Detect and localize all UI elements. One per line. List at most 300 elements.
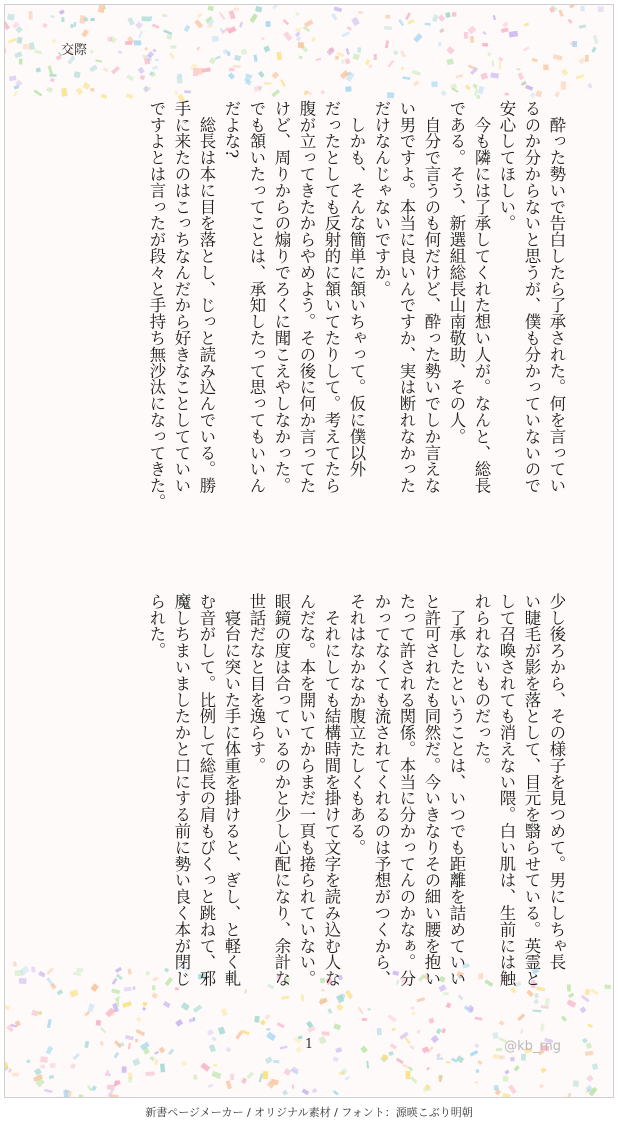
text-line: けど、周りからの煽りでろくに聞こえやしなかった。 [272, 100, 291, 494]
text-line: だったとしても反射的に頷いてたりして。考えてたら [322, 100, 341, 494]
confetti-piece [70, 1063, 76, 1069]
confetti-piece [215, 55, 221, 59]
confetti-piece [468, 65, 476, 70]
confetti-piece [74, 71, 81, 78]
text-line: それにしても結構時間を掛けて文字を読み込む人な [322, 593, 341, 987]
text-line: 安心してほしい。 [497, 100, 516, 232]
confetti-piece [553, 54, 563, 60]
confetti-piece [341, 31, 350, 37]
confetti-piece [208, 5, 214, 11]
text-line: ですよとは言ったが段々と手持ち無沙汰になってきた。 [147, 100, 166, 510]
confetti-piece [193, 68, 199, 76]
confetti-piece [576, 74, 585, 79]
confetti-piece [492, 60, 495, 66]
confetti-piece [590, 988, 598, 995]
confetti-piece [561, 69, 568, 76]
confetti-piece [426, 1067, 430, 1071]
confetti-piece [76, 968, 83, 973]
text-line: 総長は本に目を落とし、じっと読み込んでいる。勝 [197, 100, 216, 494]
confetti-piece [31, 967, 35, 973]
confetti-piece [228, 72, 235, 79]
confetti-piece [555, 91, 560, 97]
confetti-piece [128, 1077, 132, 1083]
confetti-piece [184, 90, 191, 93]
confetti-piece [283, 31, 292, 41]
confetti-piece [233, 65, 241, 68]
confetti-piece [345, 1076, 350, 1081]
confetti-piece [283, 19, 289, 25]
confetti-piece [579, 25, 586, 29]
confetti-piece [234, 55, 241, 61]
confetti-piece [410, 1076, 418, 1084]
confetti-piece [100, 1027, 106, 1033]
text-line: 了承したということは、いつでも距離を詰めていい [447, 593, 466, 987]
confetti-piece [162, 14, 168, 18]
confetti-piece [312, 1088, 318, 1093]
confetti-piece [229, 68, 235, 72]
confetti-piece [141, 16, 150, 21]
confetti-piece [109, 1094, 118, 1097]
confetti-piece [413, 80, 419, 86]
confetti-piece [152, 65, 158, 70]
confetti-piece [5, 46, 6, 54]
confetti-piece [114, 1052, 119, 1059]
confetti-piece [47, 1019, 52, 1028]
confetti-piece [598, 6, 604, 12]
confetti-piece [368, 64, 372, 68]
confetti-piece [44, 1089, 53, 1093]
confetti-piece [456, 74, 464, 78]
confetti-piece [464, 32, 468, 39]
confetti-piece [298, 56, 302, 60]
confetti-piece [127, 17, 134, 26]
confetti-piece [472, 83, 478, 88]
confetti-piece [586, 1075, 593, 1082]
confetti-piece [259, 1073, 263, 1082]
confetti-piece [111, 66, 120, 75]
confetti-piece [302, 1089, 310, 1096]
confetti-piece [136, 1017, 142, 1023]
confetti-piece [298, 42, 304, 48]
confetti-piece [211, 1071, 221, 1079]
text-line: 世話だなと目を逸らす。 [247, 593, 266, 774]
confetti-piece [250, 13, 258, 23]
confetti-piece [73, 972, 82, 977]
confetti-piece [230, 1074, 234, 1081]
confetti-piece [432, 14, 438, 22]
confetti-piece [470, 36, 474, 43]
confetti-piece [502, 1093, 511, 1098]
confetti-piece [76, 87, 84, 95]
confetti-piece [592, 1063, 598, 1070]
confetti-piece [15, 970, 23, 976]
text-line: だよな? [222, 100, 241, 158]
confetti-piece [50, 15, 55, 18]
confetti-piece [501, 27, 509, 33]
confetti-piece [393, 50, 399, 56]
confetti-piece [90, 18, 94, 21]
confetti-piece [272, 72, 280, 80]
confetti-piece [126, 93, 134, 99]
confetti-piece [508, 1084, 517, 1094]
confetti-piece [134, 40, 141, 45]
confetti-piece [262, 1071, 268, 1079]
novel-page [4, 4, 614, 1098]
confetti-piece [81, 29, 89, 37]
confetti-piece [36, 67, 41, 72]
confetti-piece [7, 14, 15, 21]
confetti-piece [273, 1060, 279, 1064]
confetti-piece [292, 1085, 294, 1089]
confetti-piece [61, 88, 67, 97]
confetti-piece [174, 90, 178, 95]
text-line: い男ですよ。本当に良いんですか、実は断れなかった [397, 100, 416, 494]
confetti-piece [184, 25, 191, 32]
confetti-piece [320, 90, 325, 95]
confetti-piece [50, 78, 55, 83]
confetti-piece [226, 1080, 233, 1089]
text-line: して召喚されても消えない隈。白い肌は、生前には触 [497, 593, 516, 987]
confetti-piece [213, 1063, 217, 1067]
confetti-piece [48, 65, 54, 74]
confetti-piece [112, 978, 118, 985]
confetti-piece [42, 23, 48, 28]
confetti-piece [477, 1060, 482, 1065]
confetti-piece [34, 90, 43, 97]
confetti-piece [253, 55, 257, 62]
confetti-piece [208, 1084, 214, 1088]
confetti-piece [474, 88, 478, 95]
confetti-piece [480, 72, 488, 80]
confetti-piece [441, 90, 447, 96]
confetti-piece [504, 1069, 509, 1074]
confetti-piece [345, 48, 349, 55]
confetti-piece [477, 86, 484, 94]
confetti-piece [387, 60, 394, 68]
confetti-piece [264, 82, 271, 84]
confetti-piece [61, 17, 64, 22]
confetti-piece [155, 59, 159, 62]
confetti-piece [122, 1066, 127, 1072]
confetti-piece [49, 1075, 55, 1080]
confetti-piece [38, 971, 45, 977]
confetti-piece [98, 5, 106, 13]
confetti-piece [127, 968, 131, 974]
confetti-piece [476, 94, 481, 99]
page-number: 1 [304, 1037, 314, 1052]
confetti-piece [89, 65, 98, 73]
text-line: しかも、そんな簡単に頷いちゃって。仮に僕以外 [347, 100, 366, 478]
confetti-piece [40, 1064, 45, 1069]
confetti-piece [316, 58, 322, 62]
confetti-piece [12, 1073, 19, 1077]
text-line: んだな。本を開いてからまだ一頁も捲られていない。 [297, 593, 316, 987]
text-line: 眼鏡の度は合っているのかと少し心配になり、余計な [272, 593, 291, 987]
confetti-piece [333, 1090, 339, 1096]
text-line: む音がして。比例して総長の肩もびくっと跳ねて、邪 [197, 593, 216, 987]
confetti-piece [476, 1069, 479, 1072]
confetti-piece [197, 13, 203, 18]
confetti-piece [425, 23, 431, 26]
confetti-piece [347, 26, 352, 31]
confetti-piece [115, 967, 122, 973]
confetti-piece [73, 1053, 80, 1060]
text-line: かってなくても流されてくれるのは予想がつくから、 [372, 593, 391, 987]
confetti-piece [239, 22, 243, 28]
confetti-piece [398, 19, 404, 26]
confetti-piece [365, 59, 371, 65]
confetti-piece [87, 1085, 93, 1092]
confetti-piece [272, 5, 279, 10]
text-line: られた。 [147, 593, 166, 659]
confetti-piece [125, 41, 132, 45]
confetti-piece [304, 19, 314, 27]
confetti-piece [532, 58, 538, 62]
confetti-piece [181, 1061, 187, 1067]
confetti-piece [74, 22, 77, 27]
confetti-piece [265, 21, 270, 27]
confetti-piece [284, 1068, 292, 1076]
confetti-piece [405, 12, 411, 20]
text-line: 寝台に突いた手に体重を掛けると、ぎし、と軽く軋 [222, 593, 241, 987]
confetti-piece [9, 76, 17, 81]
confetti-piece [345, 86, 352, 92]
confetti-piece [407, 19, 415, 25]
confetti-piece [193, 1075, 197, 1080]
confetti-piece [263, 45, 270, 52]
confetti-piece [569, 5, 575, 9]
confetti-piece [177, 76, 183, 83]
text-line: 魔しちまいましたかと口にする前に勢い良く本が閉じ [172, 593, 191, 987]
confetti-piece [567, 1093, 572, 1097]
confetti-piece [96, 1020, 102, 1026]
confetti-piece [539, 1083, 544, 1088]
confetti-piece [50, 1063, 56, 1068]
confetti-piece [5, 1005, 10, 1010]
confetti-piece [384, 26, 392, 30]
confetti-piece [446, 1061, 451, 1064]
confetti-piece [521, 1054, 526, 1061]
confetti-piece [169, 52, 174, 59]
confetti-piece [516, 68, 520, 70]
confetti-piece [212, 36, 219, 42]
confetti-piece [40, 1056, 48, 1063]
text-block-bottom [144, 593, 569, 1033]
confetti-piece [265, 1056, 273, 1064]
confetti-piece [385, 40, 389, 48]
text-line: 自分で言うのも何だけど、酔った勢いでしか言えな [422, 100, 441, 494]
confetti-piece [57, 989, 64, 995]
confetti-piece [580, 1006, 587, 1013]
text-line: でも頷いたってことは、承知したって思ってもいいん [247, 100, 266, 494]
confetti-piece [503, 1076, 509, 1082]
confetti-piece [431, 81, 437, 87]
confetti-piece [335, 56, 339, 60]
confetti-piece [505, 93, 509, 96]
confetti-piece [107, 1085, 115, 1090]
confetti-piece [591, 47, 596, 53]
confetti-piece [587, 1023, 593, 1028]
confetti-piece [261, 37, 264, 40]
confetti-piece [358, 11, 363, 14]
confetti-piece [145, 1071, 154, 1076]
confetti-piece [530, 92, 536, 98]
confetti-piece [517, 72, 524, 80]
confetti-piece [490, 73, 499, 79]
confetti-piece [254, 85, 261, 92]
confetti-piece [374, 54, 377, 60]
text-line: 少し後ろから、その様子を見つめて。男にしちゃ長 [547, 593, 566, 971]
confetti-piece [402, 1063, 410, 1068]
confetti-piece [79, 1094, 84, 1097]
confetti-piece [587, 83, 592, 89]
text-line: 腹が立ってきたからやめよう。その後に何か言ってた [297, 100, 316, 494]
confetti-piece [445, 12, 451, 18]
confetti-piece [59, 9, 65, 14]
confetti-piece [84, 1011, 90, 1017]
confetti-piece [282, 1090, 288, 1096]
text-line: それはなかなか腹立たしくもある。 [347, 593, 366, 856]
confetti-piece [124, 987, 132, 992]
confetti-piece [510, 1057, 515, 1062]
confetti-piece [246, 1071, 254, 1079]
confetti-piece [111, 989, 120, 995]
confetti-piece [200, 1063, 210, 1072]
confetti-piece [19, 978, 27, 984]
confetti-piece [604, 985, 611, 990]
confetti-piece [13, 90, 18, 96]
confetti-piece [69, 989, 78, 997]
confetti-piece [132, 1058, 140, 1066]
confetti-piece [413, 33, 422, 42]
generator-credit: 新書ページメーカー / オリジナル素材 / フォント：源暎こぶり明朝 [145, 1106, 473, 1119]
confetti-piece [209, 57, 216, 64]
confetti-piece [331, 13, 337, 21]
confetti-piece [90, 983, 98, 992]
confetti-piece [138, 67, 145, 74]
confetti-piece [197, 46, 201, 50]
confetti-piece [493, 15, 496, 20]
confetti-piece [63, 1090, 68, 1097]
text-line: るのか分からないと思うが、僕も分かっていないので [522, 100, 541, 494]
confetti-piece [126, 74, 134, 81]
confetti-piece [117, 50, 122, 54]
author-handle: @kb_rng [504, 1039, 561, 1054]
confetti-piece [255, 6, 262, 13]
confetti-piece [523, 46, 530, 51]
confetti-piece [311, 37, 315, 42]
confetti-piece [482, 31, 486, 35]
confetti-piece [17, 37, 23, 44]
confetti-piece [295, 12, 300, 16]
text-line: 手に来たのはこっちなんだから好きなことしてていい [172, 100, 191, 494]
confetti-piece [387, 92, 394, 98]
confetti-piece [140, 75, 146, 80]
confetti-piece [352, 53, 360, 60]
confetti-piece [154, 1059, 159, 1065]
confetti-piece [567, 19, 572, 24]
confetti-piece [456, 1055, 464, 1063]
confetti-piece [5, 1062, 8, 1069]
confetti-piece [334, 7, 342, 13]
confetti-piece [509, 31, 518, 38]
confetti-piece [135, 21, 143, 29]
confetti-piece [581, 995, 590, 1003]
text-line: たって許される関係。本当に分かってんのかなぁ。分 [397, 593, 416, 987]
confetti-piece [122, 1001, 132, 1008]
confetti-piece [357, 47, 361, 52]
confetti-piece [90, 50, 94, 54]
confetti-piece [543, 64, 549, 70]
confetti-piece [70, 24, 74, 29]
confetti-piece [580, 6, 585, 12]
confetti-piece [14, 51, 22, 58]
text-line: だけなんじゃないですか。 [372, 100, 391, 297]
text-block-top [144, 100, 569, 540]
confetti-piece [412, 70, 421, 76]
confetti-piece [558, 10, 563, 17]
confetti-piece [19, 59, 23, 65]
confetti-piece [561, 81, 566, 89]
text-line: れられないものだった。 [472, 593, 491, 774]
text-line: と許可されたも同然だ。今いきなりその細い腰を抱い [422, 593, 441, 987]
confetti-piece [467, 26, 476, 35]
confetti-piece [90, 88, 94, 92]
confetti-piece [82, 82, 90, 90]
confetti-piece [133, 986, 136, 990]
text-line: い睫毛が影を落として、目元を翳らせている。英霊と [522, 593, 541, 987]
confetti-piece [482, 43, 488, 47]
confetti-piece [194, 19, 203, 28]
confetti-piece [351, 17, 360, 26]
confetti-piece [258, 71, 265, 78]
text-line: 酔った勢いで告白したら了承された。何を言ってい [547, 100, 566, 494]
confetti-piece [345, 58, 351, 64]
confetti-piece [487, 52, 491, 57]
chapter-title: 交際 [61, 43, 88, 58]
confetti-piece [573, 1080, 579, 1087]
confetti-piece [438, 14, 445, 22]
confetti-piece [152, 49, 156, 53]
confetti-piece [540, 1067, 546, 1073]
confetti-piece [229, 10, 236, 19]
confetti-piece [396, 1058, 404, 1065]
confetti-piece [160, 1064, 165, 1073]
confetti-piece [26, 1060, 30, 1064]
confetti-piece [46, 967, 54, 975]
confetti-piece [51, 38, 56, 43]
confetti-piece [578, 57, 586, 65]
confetti-piece [34, 50, 41, 54]
confetti-piece [452, 12, 456, 16]
confetti-piece [502, 21, 508, 27]
confetti-piece [271, 89, 280, 97]
confetti-piece [406, 1071, 411, 1079]
confetti-piece [23, 44, 31, 50]
confetti-piece [144, 47, 148, 51]
confetti-piece [13, 961, 17, 966]
confetti-piece [103, 67, 109, 72]
confetti-piece [149, 1056, 155, 1062]
text-line: である。そう、新選組総長山南敬助、その人。 [447, 100, 466, 445]
confetti-piece [438, 42, 441, 47]
confetti-piece [170, 45, 176, 48]
confetti-piece [436, 1057, 443, 1059]
confetti-piece [234, 7, 239, 11]
confetti-piece [152, 24, 160, 29]
confetti-piece [5, 21, 10, 30]
confetti-piece [584, 989, 590, 996]
